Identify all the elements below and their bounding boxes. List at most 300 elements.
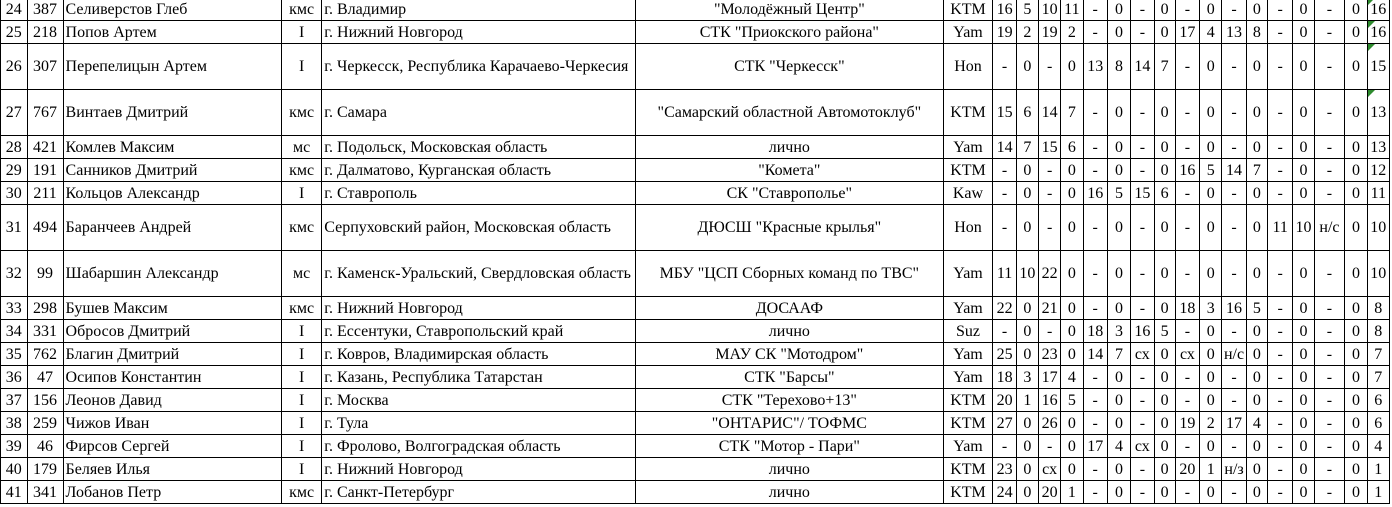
race-place-cell: - <box>1314 343 1345 366</box>
team-cell: СТК "Барсы" <box>636 366 943 389</box>
race-points-cell: 10 <box>1293 205 1314 251</box>
race-place-cell: - <box>1131 136 1154 159</box>
race-points-cell: 0 <box>1107 366 1130 389</box>
race-place-cell: - <box>1175 90 1199 136</box>
rank-cell: I <box>281 435 321 458</box>
race-place-cell: - <box>1314 21 1345 44</box>
race-place-cell: - <box>1314 412 1345 435</box>
city-cell: Серпуховский район, Московская область <box>322 205 636 251</box>
race-points-cell: 5 <box>1016 0 1038 21</box>
race-points-cell: 0 <box>1293 297 1314 320</box>
rider-number-cell: 99 <box>27 251 63 297</box>
city-cell: г. Подольск, Московская область <box>322 136 636 159</box>
race-place-cell: - <box>1175 366 1199 389</box>
rider-name-cell: Комлев Максим <box>63 136 281 159</box>
race-points-cell: 7 <box>1154 44 1175 90</box>
race-place-cell: - <box>1131 458 1154 481</box>
city-cell: г. Самара <box>322 90 636 136</box>
motorcycle-cell: Yam <box>943 21 993 44</box>
race-points-cell: 0 <box>1345 136 1367 159</box>
rider-number-cell: 47 <box>27 366 63 389</box>
race-place-cell: - <box>993 320 1016 343</box>
rank-cell: I <box>281 320 321 343</box>
race-place-cell: - <box>993 44 1016 90</box>
total-points-cell: 12 <box>1367 159 1389 182</box>
error-marker-icon <box>1368 0 1375 5</box>
race-points-cell: 2 <box>1016 21 1038 44</box>
table-row <box>1 44 1390 90</box>
race-points-cell: 0 <box>1345 458 1367 481</box>
race-points-cell: 0 <box>1154 136 1175 159</box>
table-row <box>1 320 1390 343</box>
place-cell: 38 <box>1 412 28 435</box>
race-points-cell: 6 <box>1061 136 1083 159</box>
race-points-cell: 0 <box>1016 343 1038 366</box>
rank-cell: кмс <box>281 0 321 21</box>
race-points-cell: 0 <box>1154 481 1175 504</box>
city-cell: г. Тула <box>322 412 636 435</box>
rider-name-cell: Беляев Илья <box>63 458 281 481</box>
team-cell: лично <box>636 458 943 481</box>
city-cell: г. Нижний Новгород <box>322 21 636 44</box>
race-points-cell: 0 <box>1061 458 1083 481</box>
race-points-cell: 0 <box>1293 320 1314 343</box>
race-points-cell: 0 <box>1345 205 1367 251</box>
race-points-cell: 3 <box>1107 320 1130 343</box>
race-points-cell: 8 <box>1246 21 1267 44</box>
error-marker-icon <box>1368 21 1375 28</box>
rank-cell: I <box>281 458 321 481</box>
race-place-cell: 17 <box>1038 366 1060 389</box>
race-points-cell: 0 <box>1345 159 1367 182</box>
race-points-cell: 0 <box>1107 90 1130 136</box>
total-points-cell: 13 <box>1367 90 1389 136</box>
race-place-cell: - <box>1222 481 1246 504</box>
race-place-cell: - <box>1267 320 1292 343</box>
motorcycle-cell: Hon <box>943 205 993 251</box>
rider-number-cell: 156 <box>27 389 63 412</box>
rider-number-cell: 762 <box>27 343 63 366</box>
motorcycle-cell: KTM <box>943 90 993 136</box>
race-points-cell: 4 <box>1107 435 1130 458</box>
team-cell: "Самарский областной Автомотоклуб" <box>636 90 943 136</box>
race-points-cell: 0 <box>1061 44 1083 90</box>
race-place-cell: - <box>1267 343 1292 366</box>
race-place-cell: 20 <box>1175 458 1199 481</box>
race-points-cell: 0 <box>1016 412 1038 435</box>
race-place-cell: - <box>1175 136 1199 159</box>
rider-name-cell: Бушев Максим <box>63 297 281 320</box>
race-place-cell: - <box>1131 481 1154 504</box>
race-points-cell: 5 <box>1154 320 1175 343</box>
race-points-cell: 0 <box>1154 251 1175 297</box>
rider-name-cell: Баранчеев Андрей <box>63 205 281 251</box>
team-cell: МБУ "ЦСП Сборных команд по ТВС" <box>636 251 943 297</box>
race-points-cell: 0 <box>1246 44 1267 90</box>
city-cell: г. Нижний Новгород <box>322 458 636 481</box>
race-points-cell: 0 <box>1154 297 1175 320</box>
rider-number-cell: 341 <box>27 481 63 504</box>
race-place-cell: 15 <box>1131 182 1154 205</box>
total-points-cell: 6 <box>1367 389 1389 412</box>
race-place-cell: - <box>1175 320 1199 343</box>
race-points-cell: 0 <box>1107 136 1130 159</box>
table-row <box>1 159 1390 182</box>
race-place-cell: - <box>1267 0 1292 21</box>
race-points-cell: 2 <box>1200 412 1222 435</box>
rider-name-cell: Кольцов Александр <box>63 182 281 205</box>
city-cell: г. Владимир <box>322 0 636 21</box>
race-place-cell: - <box>1083 90 1107 136</box>
rank-cell: мс <box>281 251 321 297</box>
race-points-cell: 0 <box>1293 366 1314 389</box>
race-points-cell: 0 <box>1107 21 1130 44</box>
race-place-cell: - <box>1131 389 1154 412</box>
race-points-cell: 0 <box>1061 205 1083 251</box>
race-place-cell: - <box>1083 412 1107 435</box>
race-points-cell: 5 <box>1246 297 1267 320</box>
race-place-cell: 10 <box>1038 0 1060 21</box>
race-place-cell: 20 <box>993 389 1016 412</box>
race-points-cell: 0 <box>1107 0 1130 21</box>
table-row <box>1 389 1390 412</box>
rider-name-cell: Шабаршин Александр <box>63 251 281 297</box>
table-row <box>1 251 1390 297</box>
race-place-cell: 21 <box>1038 297 1060 320</box>
rank-cell: I <box>281 182 321 205</box>
race-place-cell: - <box>1314 0 1345 21</box>
race-place-cell: - <box>1222 205 1246 251</box>
race-place-cell: 15 <box>1038 136 1060 159</box>
race-points-cell: 0 <box>1016 297 1038 320</box>
race-place-cell: 13 <box>1222 21 1246 44</box>
total-points-cell: 16 <box>1367 21 1389 44</box>
race-points-cell: 0 <box>1154 435 1175 458</box>
team-cell: СТК "Терехово+13" <box>636 389 943 412</box>
place-cell: 37 <box>1 389 28 412</box>
race-place-cell: - <box>1222 320 1246 343</box>
race-points-cell: 0 <box>1107 205 1130 251</box>
race-points-cell: 4 <box>1061 366 1083 389</box>
race-place-cell: - <box>1314 458 1345 481</box>
race-points-cell: 0 <box>1154 0 1175 21</box>
table-row <box>1 136 1390 159</box>
race-place-cell: - <box>1038 182 1060 205</box>
total-points-cell: 11 <box>1367 182 1389 205</box>
race-points-cell: 0 <box>1200 481 1222 504</box>
rider-name-cell: Селиверстов Глеб <box>63 0 281 21</box>
motorcycle-cell: Hon <box>943 44 993 90</box>
motorcycle-cell: KTM <box>943 0 993 21</box>
race-place-cell: 14 <box>993 136 1016 159</box>
race-place-cell: 14 <box>1038 90 1060 136</box>
race-points-cell: 0 <box>1293 389 1314 412</box>
rider-name-cell: Осипов Константин <box>63 366 281 389</box>
race-place-cell: 18 <box>1175 297 1199 320</box>
table-row <box>1 458 1390 481</box>
city-cell: г. Нижний Новгород <box>322 297 636 320</box>
race-points-cell: 0 <box>1107 412 1130 435</box>
race-place-cell: 25 <box>993 343 1016 366</box>
race-points-cell: 0 <box>1345 389 1367 412</box>
motorcycle-cell: KTM <box>943 481 993 504</box>
place-cell: 26 <box>1 44 28 90</box>
race-points-cell: 6 <box>1016 90 1038 136</box>
race-place-cell: - <box>1175 44 1199 90</box>
race-points-cell: 0 <box>1154 21 1175 44</box>
race-points-cell: 0 <box>1200 343 1222 366</box>
rank-cell: мс <box>281 136 321 159</box>
table-row <box>1 481 1390 504</box>
rank-cell: I <box>281 343 321 366</box>
team-cell: СТК "Мотор - Пари" <box>636 435 943 458</box>
place-cell: 29 <box>1 159 28 182</box>
race-place-cell: - <box>1222 182 1246 205</box>
race-points-cell: 3 <box>1200 297 1222 320</box>
race-points-cell: 0 <box>1293 159 1314 182</box>
race-points-cell: 0 <box>1293 182 1314 205</box>
race-points-cell: 0 <box>1345 251 1367 297</box>
rank-cell: кмс <box>281 297 321 320</box>
race-points-cell: 0 <box>1293 481 1314 504</box>
race-points-cell: 0 <box>1293 44 1314 90</box>
race-place-cell: - <box>1267 412 1292 435</box>
race-place-cell: 17 <box>1175 21 1199 44</box>
race-place-cell: - <box>1267 481 1292 504</box>
race-points-cell: 0 <box>1345 343 1367 366</box>
total-points-cell: 7 <box>1367 343 1389 366</box>
rank-cell: I <box>281 412 321 435</box>
total-points-cell: 1 <box>1367 458 1389 481</box>
race-points-cell: 0 <box>1293 412 1314 435</box>
race-place-cell: - <box>993 205 1016 251</box>
race-place-cell: - <box>1038 320 1060 343</box>
race-points-cell: 0 <box>1016 320 1038 343</box>
motorcycle-cell: Yam <box>943 136 993 159</box>
race-points-cell: 0 <box>1200 44 1222 90</box>
race-place-cell: - <box>1083 0 1107 21</box>
rider-name-cell: Лобанов Петр <box>63 481 281 504</box>
race-place-cell: - <box>1314 182 1345 205</box>
place-cell: 31 <box>1 205 28 251</box>
rider-number-cell: 259 <box>27 412 63 435</box>
motorcycle-cell: KTM <box>943 389 993 412</box>
race-points-cell: 7 <box>1016 136 1038 159</box>
race-place-cell: - <box>1083 136 1107 159</box>
place-cell: 28 <box>1 136 28 159</box>
rank-cell: I <box>281 366 321 389</box>
rider-name-cell: Перепелицын Артем <box>63 44 281 90</box>
race-points-cell: 0 <box>1200 320 1222 343</box>
city-cell: г. Фролово, Волгоградская область <box>322 435 636 458</box>
race-points-cell: 0 <box>1107 458 1130 481</box>
race-points-cell: 1 <box>1061 481 1083 504</box>
race-place-cell: - <box>1267 435 1292 458</box>
race-points-cell: 5 <box>1200 159 1222 182</box>
race-place-cell: - <box>1083 297 1107 320</box>
error-marker-icon <box>1368 44 1375 51</box>
rank-cell: I <box>281 21 321 44</box>
rank-cell: I <box>281 44 321 90</box>
race-points-cell: 0 <box>1061 159 1083 182</box>
race-points-cell: 0 <box>1293 21 1314 44</box>
race-place-cell: 22 <box>1038 251 1060 297</box>
race-points-cell: 0 <box>1345 435 1367 458</box>
race-points-cell: 5 <box>1107 182 1130 205</box>
race-points-cell: 0 <box>1107 251 1130 297</box>
race-points-cell: 0 <box>1154 90 1175 136</box>
team-cell: "Комета" <box>636 159 943 182</box>
race-place-cell: - <box>1267 21 1292 44</box>
race-place-cell: - <box>1267 90 1292 136</box>
place-cell: 41 <box>1 481 28 504</box>
race-place-cell: 19 <box>993 21 1016 44</box>
rider-name-cell: Обросов Дмитрий <box>63 320 281 343</box>
race-points-cell: 0 <box>1200 182 1222 205</box>
race-place-cell: - <box>1314 90 1345 136</box>
place-cell: 39 <box>1 435 28 458</box>
race-place-cell: - <box>1131 205 1154 251</box>
race-points-cell: 0 <box>1246 0 1267 21</box>
race-place-cell: - <box>1131 90 1154 136</box>
race-points-cell: 8 <box>1107 44 1130 90</box>
city-cell: г. Ковров, Владимирская область <box>322 343 636 366</box>
team-cell: СК "Ставрополье" <box>636 182 943 205</box>
rider-number-cell: 767 <box>27 90 63 136</box>
team-cell: лично <box>636 481 943 504</box>
race-points-cell: 0 <box>1200 205 1222 251</box>
city-cell: г. Ессентуки, Ставропольский край <box>322 320 636 343</box>
rider-number-cell: 387 <box>27 0 63 21</box>
race-points-cell: 0 <box>1345 366 1367 389</box>
rider-name-cell: Винтаев Дмитрий <box>63 90 281 136</box>
race-place-cell: - <box>1222 44 1246 90</box>
race-place-cell: - <box>1222 389 1246 412</box>
race-points-cell: 0 <box>1293 251 1314 297</box>
race-points-cell: 0 <box>1200 366 1222 389</box>
race-place-cell: сх <box>1131 435 1154 458</box>
race-points-cell: 0 <box>1107 159 1130 182</box>
race-place-cell: - <box>1175 435 1199 458</box>
race-points-cell: 0 <box>1246 435 1267 458</box>
race-points-cell: 0 <box>1246 136 1267 159</box>
race-place-cell: н/з <box>1222 458 1246 481</box>
race-points-cell: 0 <box>1246 366 1267 389</box>
table-row <box>1 205 1390 251</box>
race-points-cell: 0 <box>1246 205 1267 251</box>
race-place-cell: - <box>1314 136 1345 159</box>
race-points-cell: 0 <box>1016 458 1038 481</box>
motorcycle-cell: Kaw <box>943 182 993 205</box>
race-points-cell: 0 <box>1016 481 1038 504</box>
rider-number-cell: 307 <box>27 44 63 90</box>
race-points-cell: 0 <box>1246 182 1267 205</box>
race-place-cell: - <box>993 435 1016 458</box>
race-place-cell: - <box>1083 205 1107 251</box>
race-place-cell: - <box>1131 251 1154 297</box>
race-points-cell: 0 <box>1293 136 1314 159</box>
error-marker-icon <box>1368 90 1375 97</box>
race-points-cell: 0 <box>1061 435 1083 458</box>
motorcycle-cell: Yam <box>943 343 993 366</box>
race-points-cell: 11 <box>1061 0 1083 21</box>
total-points-cell: 16 <box>1367 0 1389 21</box>
total-points-cell: 8 <box>1367 297 1389 320</box>
race-place-cell: 16 <box>1175 159 1199 182</box>
race-place-cell: - <box>1083 366 1107 389</box>
race-place-cell: - <box>1038 435 1060 458</box>
race-points-cell: 0 <box>1107 389 1130 412</box>
race-place-cell: - <box>1267 182 1292 205</box>
city-cell: г. Москва <box>322 389 636 412</box>
race-points-cell: 0 <box>1345 481 1367 504</box>
race-points-cell: 0 <box>1061 412 1083 435</box>
race-place-cell: 19 <box>1175 412 1199 435</box>
race-points-cell: 0 <box>1061 251 1083 297</box>
race-place-cell: 27 <box>993 412 1016 435</box>
table-row <box>1 90 1390 136</box>
rider-number-cell: 191 <box>27 159 63 182</box>
race-place-cell: 20 <box>1038 481 1060 504</box>
total-points-cell: 10 <box>1367 251 1389 297</box>
race-place-cell: - <box>1083 159 1107 182</box>
race-points-cell: 0 <box>1345 90 1367 136</box>
race-points-cell: 0 <box>1061 297 1083 320</box>
rider-number-cell: 211 <box>27 182 63 205</box>
rider-name-cell: Благин Дмитрий <box>63 343 281 366</box>
race-place-cell: 11 <box>993 251 1016 297</box>
race-points-cell: 0 <box>1345 412 1367 435</box>
race-points-cell: 0 <box>1154 343 1175 366</box>
race-place-cell: 14 <box>1083 343 1107 366</box>
race-place-cell: - <box>1175 182 1199 205</box>
table-row <box>1 435 1390 458</box>
race-points-cell: 0 <box>1200 136 1222 159</box>
rider-name-cell: Фирсов Сергей <box>63 435 281 458</box>
race-points-cell: 0 <box>1154 389 1175 412</box>
rider-name-cell: Леонов Давид <box>63 389 281 412</box>
race-place-cell: - <box>1267 389 1292 412</box>
race-place-cell: сх <box>1131 343 1154 366</box>
race-points-cell: 0 <box>1345 182 1367 205</box>
race-place-cell: 18 <box>1083 320 1107 343</box>
rank-cell: кмс <box>281 481 321 504</box>
motorcycle-cell: Yam <box>943 435 993 458</box>
table-row <box>1 21 1390 44</box>
race-place-cell: - <box>1083 481 1107 504</box>
race-place-cell: - <box>1314 251 1345 297</box>
team-cell: ДОСААФ <box>636 297 943 320</box>
race-points-cell: 0 <box>1246 343 1267 366</box>
race-points-cell: 0 <box>1246 251 1267 297</box>
race-place-cell: - <box>1267 44 1292 90</box>
race-place-cell: - <box>1083 458 1107 481</box>
race-place-cell: - <box>1083 251 1107 297</box>
city-cell: г. Ставрополь <box>322 182 636 205</box>
race-place-cell: - <box>993 182 1016 205</box>
race-place-cell: 14 <box>1222 159 1246 182</box>
race-points-cell: 0 <box>1246 90 1267 136</box>
race-points-cell: 0 <box>1061 182 1083 205</box>
team-cell: "Молодёжный Центр" <box>636 0 943 21</box>
race-points-cell: 0 <box>1293 435 1314 458</box>
race-points-cell: 0 <box>1246 320 1267 343</box>
race-place-cell: - <box>1175 389 1199 412</box>
race-points-cell: 0 <box>1246 481 1267 504</box>
race-points-cell: 0 <box>1154 458 1175 481</box>
race-place-cell: - <box>1314 159 1345 182</box>
race-points-cell: 0 <box>1154 366 1175 389</box>
